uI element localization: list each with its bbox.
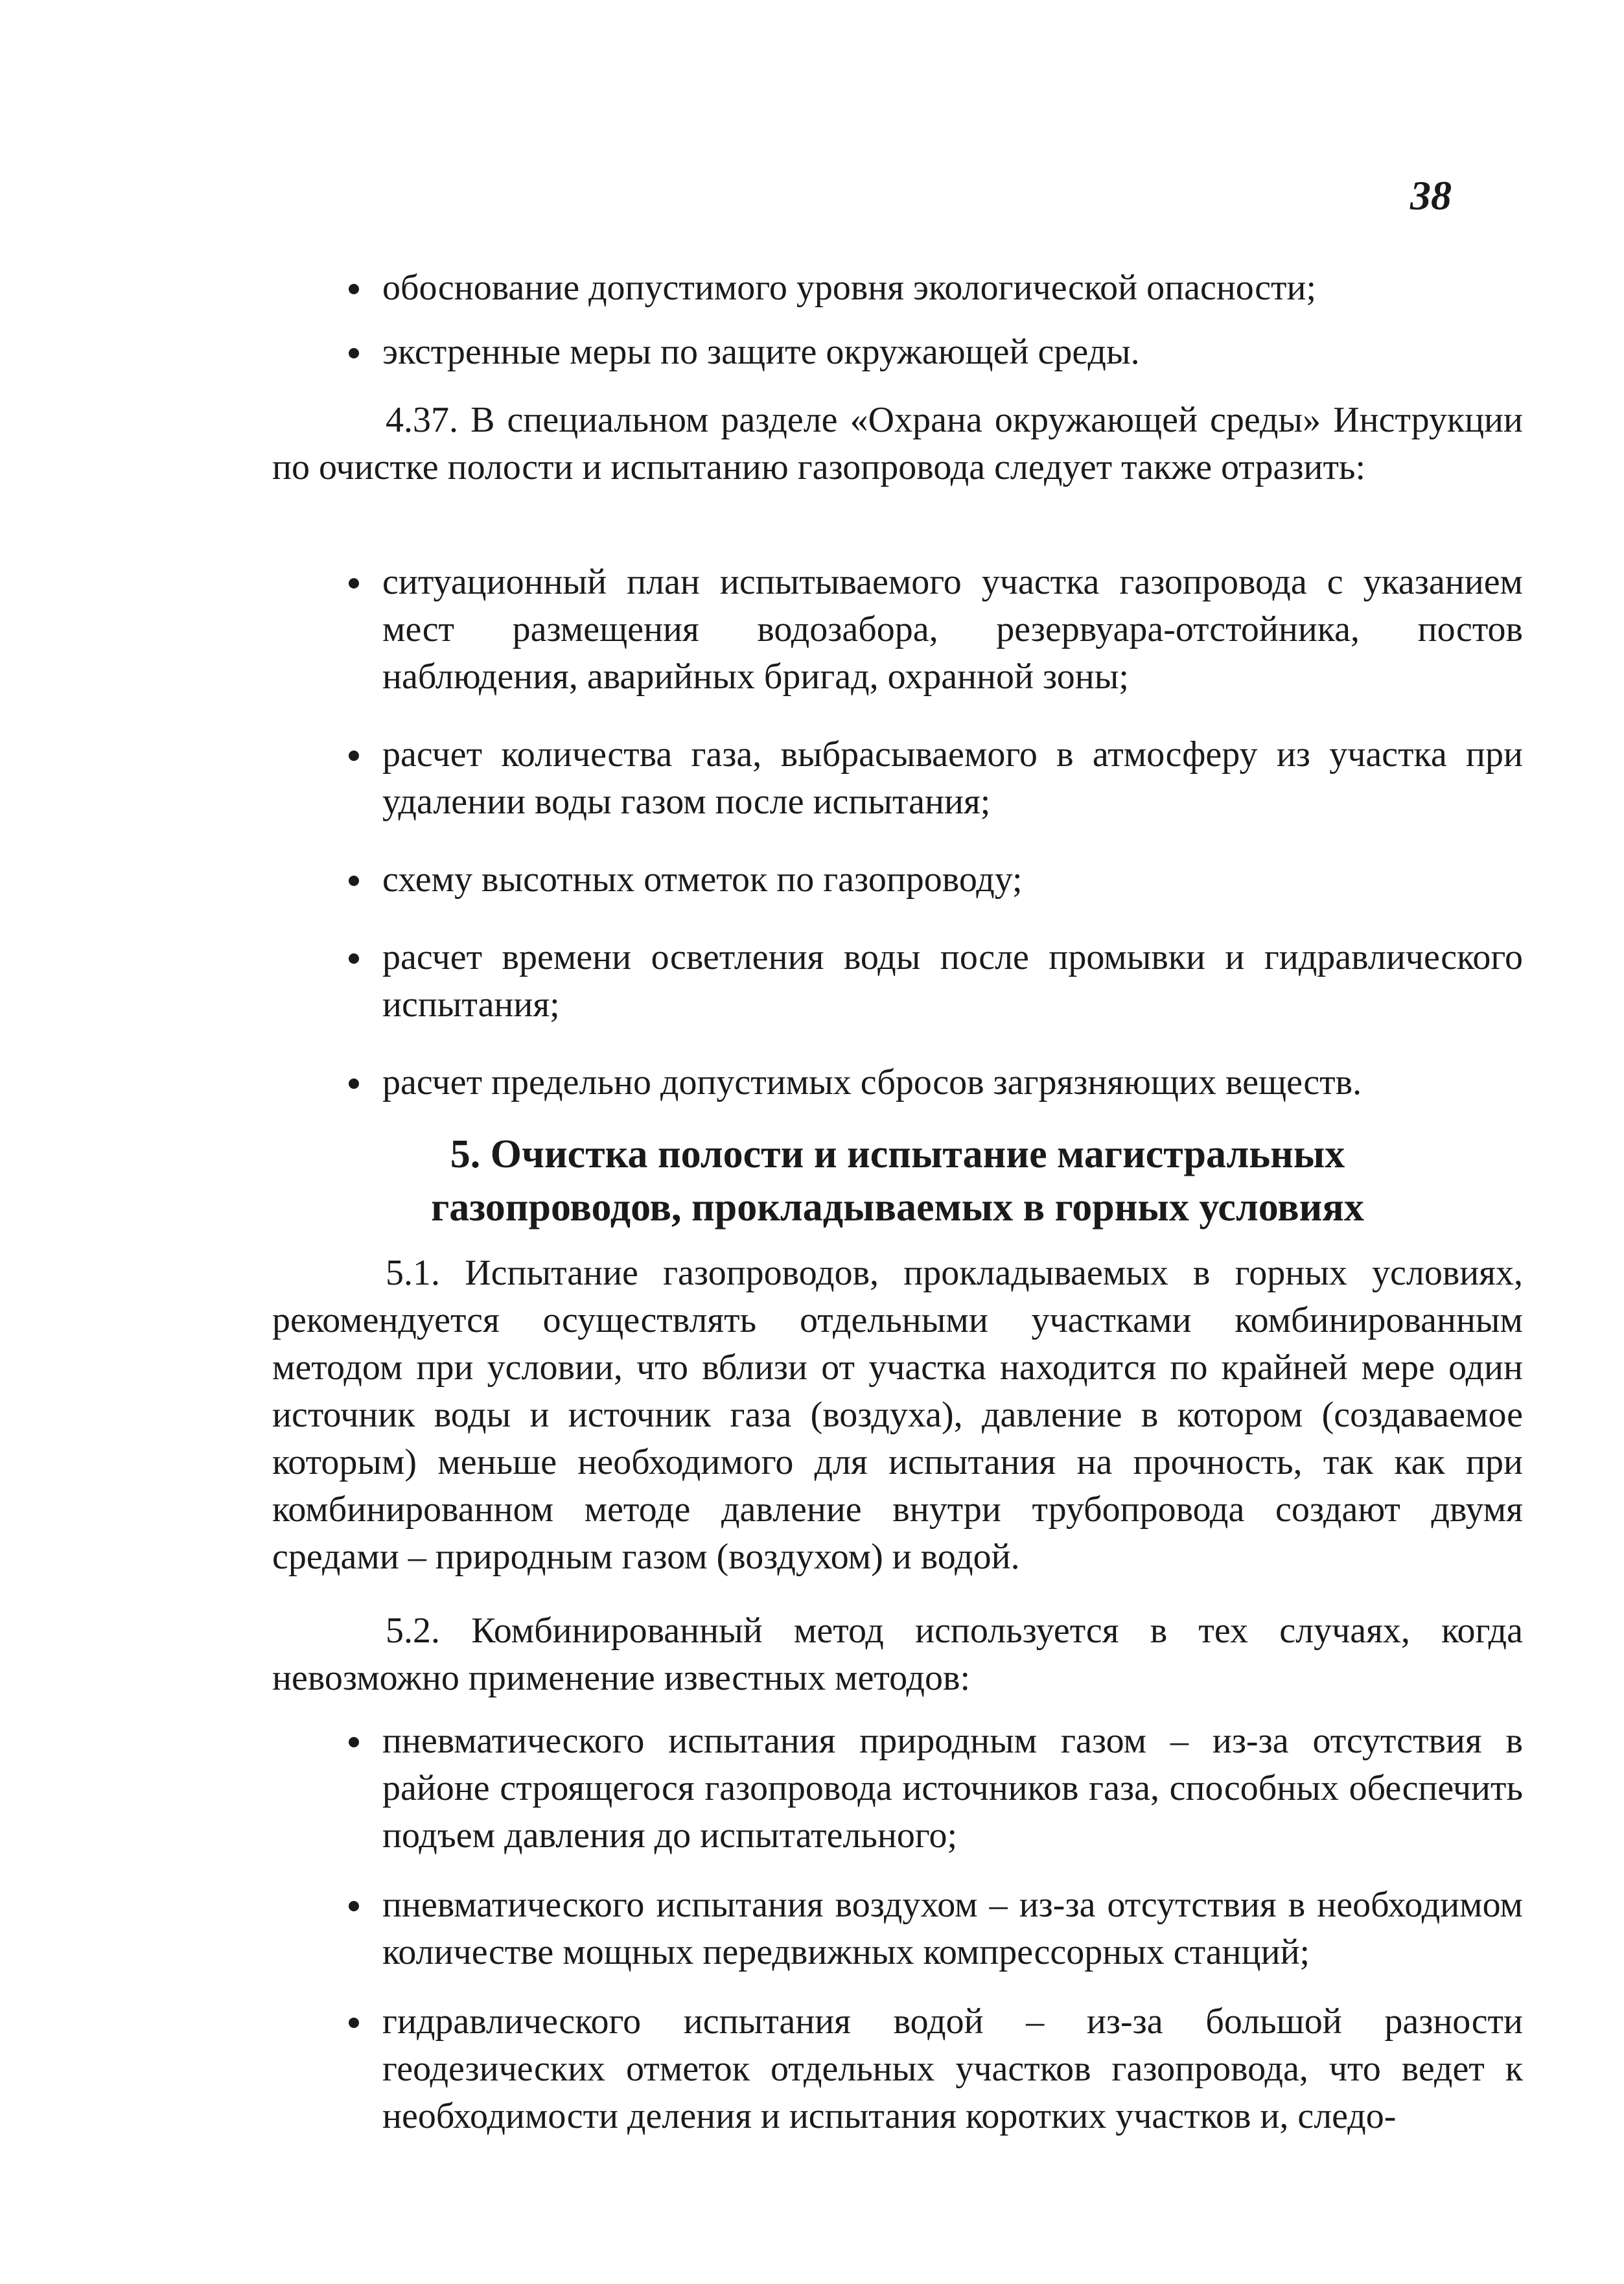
list-item: схему высотных отметок по газопроводу; <box>382 856 1523 903</box>
section-heading <box>272 1128 1523 1234</box>
paragraph-4-37: 4.37. В специальном разделе «Охрана окружающей среды» Инструкции по очистке полости и испытанию газопровода следует также отразить: <box>272 400 1523 487</box>
list-item: экстренные меры по защите окружающей среды. <box>382 329 1523 376</box>
list-item: расчет предельно допустимых сбросов загрязняющих веществ. <box>382 1059 1523 1106</box>
bullet-list-4-37 <box>382 559 1523 1106</box>
list-item: пневматического испытания воздухом – из-за отсутствия в необходимом количестве мощных передвижных компрессорных станций; <box>382 1882 1523 1976</box>
list-item: расчет времени осветления воды после промывки и гидравлического испытания; <box>382 934 1523 1029</box>
section-heading-line-1: 5. Очистка полости и испытание магистральных <box>450 1132 1345 1176</box>
paragraph-5-1: 5.1. Испытание газопроводов, прокладываемых в горных условиях, рекомендуется осуществлять отдельными участками комбинированным методом при условии, что вблизи от участка находится по крайней мере один источник воды и источник газа (воздуха), давление в котором (создаваемое которым) меньше необходимого для испытания на прочность, так как при комбинированном методе давление внутри трубопровода создают двумя средами – природным газом (воздухом) и водой. <box>272 1253 1523 1577</box>
bullet-list-top <box>382 264 1523 376</box>
list-item: расчет количества газа, выбрасываемого в атмосферу из участка при удалении воды газом после испытания; <box>382 731 1523 826</box>
list-item: обоснование допустимого уровня экологической опасности; <box>382 264 1523 312</box>
section-heading-line-2: газопроводов, прокладываемых в горных условиях <box>431 1185 1364 1229</box>
page-number: 38 <box>1410 172 1452 218</box>
list-item: ситуационный план испытываемого участка газопровода с указанием мест размещения водозабора, резервуара-отстойника, постов наблюдения, аварийных бригад, охранной зоны; <box>382 559 1523 701</box>
paragraph-5-2: 5.2. Комбинированный метод используется в тех случаях, когда невозможно применение известных методов: <box>272 1611 1523 1698</box>
bullet-list-5-2 <box>382 1718 1523 2140</box>
list-item: пневматического испытания природным газом – из-за отсутствия в районе строящегося газопровода источников газа, способных обеспечить подъем давления до испытательного; <box>382 1718 1523 1859</box>
list-item: гидравлического испытания водой – из-за большой разности геодезических отметок отдельных участков газопровода, что ведет к необходимости деления и испытания коротких участков и, следо- <box>382 1998 1523 2140</box>
